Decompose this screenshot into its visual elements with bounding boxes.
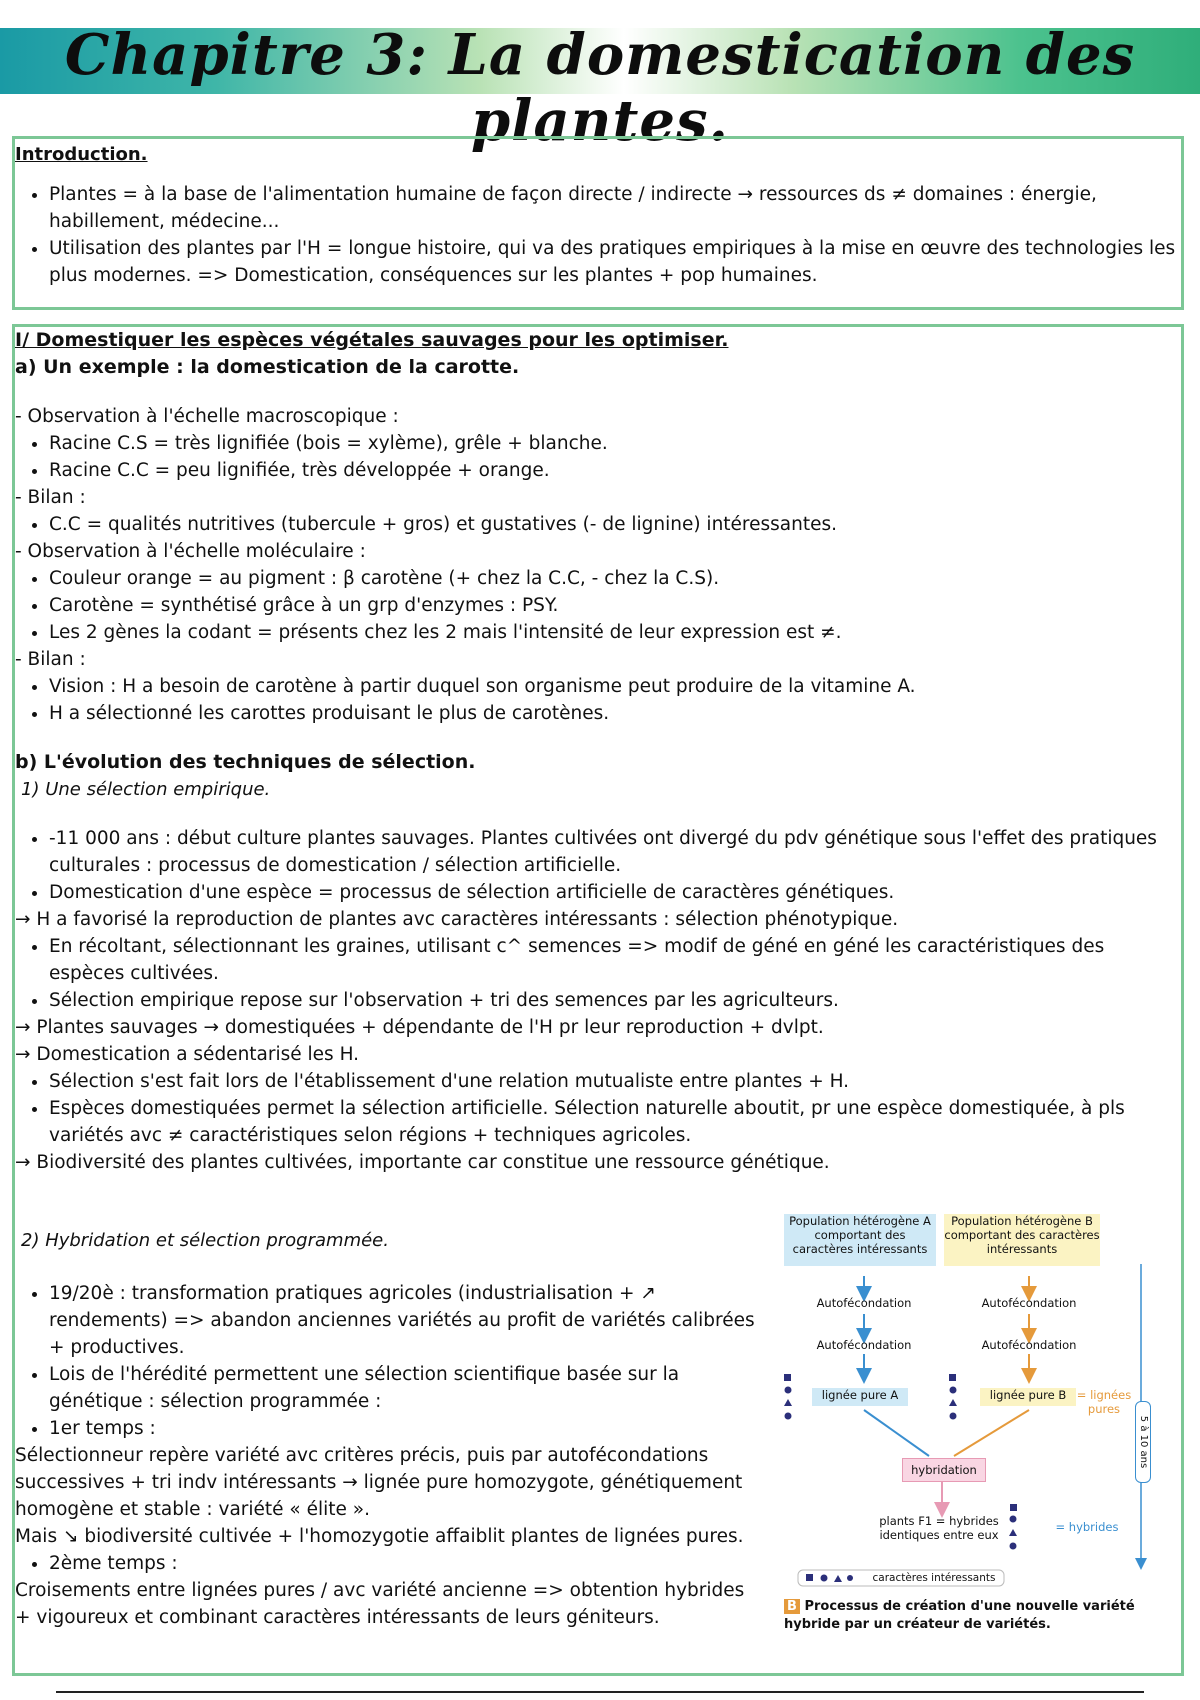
caption-text: Processus de création d'une nouvelle variété hybride par un créateur de variétés. (784, 1599, 1135, 1632)
population-b-box: Population hétérogène B comportant des caractères intéressants (944, 1214, 1100, 1266)
legend-circle (821, 1575, 828, 1582)
circle-marker (785, 1413, 792, 1420)
lignee-pure-a: lignée pure A (812, 1388, 908, 1406)
b1-list-2 (15, 933, 1175, 1014)
triangle-marker (784, 1399, 792, 1406)
autofecondation-a-2: Autofécondation (816, 1338, 912, 1352)
intro-list (15, 181, 1179, 289)
square-marker (949, 1374, 956, 1381)
bilan-list (15, 673, 1175, 727)
bottom-divider (56, 1691, 1144, 1693)
section-1a-title: a) Un exemple : la domestication de la carotte. (15, 356, 520, 378)
b2-bullet: • 19/20è : transformation pratiques agricoles (industrialisation + ↗ rendements) => abandon anciennes variétés au profit de variétés calibrées + productives. (49, 1280, 755, 1361)
obs-mol-list (15, 565, 1175, 646)
caption-letter: B (784, 1599, 800, 1614)
legend-label: caractères intéressants (872, 1572, 996, 1584)
b2-text (15, 1227, 755, 1631)
b1-arrow-line: → Biodiversité des plantes cultivées, importante car constitue une ressource génétique. (15, 1152, 830, 1173)
circle-marker (950, 1413, 957, 1420)
intro-box (12, 136, 1184, 310)
b1-list-3 (15, 1068, 1175, 1149)
obs-macro-bullet: • Racine C.C = peu lignifiée, très développée + orange. (49, 457, 1175, 484)
obs-mol-label: - Observation à l'échelle moléculaire : (15, 541, 366, 562)
b1-bullet: • Espèces domestiquées permet la sélection artificielle. Sélection naturelle aboutit, pr une espèce domestiquée, à pls variétés avc ≠ caractéristiques selon régions + techniques agricoles. (49, 1095, 1175, 1149)
circle-marker (785, 1387, 792, 1394)
autofecondation-a-1: Autofécondation (816, 1296, 912, 1310)
duration-label: 5 à 10 ans (1135, 1401, 1151, 1483)
bilan-bullet: • H a sélectionné les carottes produisant le plus de carotènes. (49, 700, 1175, 727)
obs-macro-list (15, 430, 1175, 484)
plants-f1-label: plants F1 = hybrides identiques entre eux (879, 1514, 999, 1542)
hybridation-box: hybridation (902, 1458, 986, 1482)
arrow-a-to-hyb (864, 1410, 929, 1456)
diagram-caption (784, 1598, 1144, 1634)
section-1-text (15, 327, 1175, 1176)
bilan-label: - Bilan : (15, 649, 86, 670)
b1-bullet: • Domestication d'une espèce = processus de sélection artificielle de caractères génétiques. (49, 879, 1175, 906)
hybrides-label: = hybrides (1055, 1520, 1119, 1534)
square-marker (1010, 1504, 1017, 1511)
hybrid-creation-diagram (784, 1214, 1152, 1674)
b1-arrow-line: → Plantes sauvages → domestiquées + dépendante de l'H pr leur reproduction + dvlpt. (15, 1017, 824, 1038)
section-1b2-title: 2) Hybridation et sélection programmée. (21, 1230, 389, 1251)
b1-bullet: • En récoltant, sélectionnant les graines, utilisant c^ semences => modif de géné en géné les caractéristiques des espèces cultivées. (49, 933, 1175, 987)
page-title: Chapitre 3: La domestication des plantes. (64, 22, 1136, 154)
legend-dot (847, 1575, 853, 1581)
intro-heading-text: Introduction. (15, 144, 148, 165)
b1-bullet: • Sélection s'est fait lors de l'établissement d'une relation mutualiste entre plantes + H. (49, 1068, 1175, 1095)
b1-list-1 (15, 825, 1175, 906)
lignee-pure-b: lignée pure B (980, 1388, 1076, 1406)
b2-list-2 (15, 1550, 755, 1577)
obs-mol-bullet: • Les 2 gènes la codant = présents chez les 2 mais l'intensité de leur expression est ≠. (49, 619, 1175, 646)
bilan-label: - Bilan : (15, 487, 86, 508)
b1-bullet: • -11 000 ans : début culture plantes sauvages. Plantes cultivées ont divergé du pdv génétique sous l'effet des pratiques culturales : processus de domestication / sélection artificielle. (49, 825, 1175, 879)
bilan-bullet: • Vision : H a besoin de carotène à partir duquel son organisme peut produire de la vitamine A. (49, 673, 1175, 700)
autofecondation-b-1: Autofécondation (981, 1296, 1077, 1310)
intro-bullet-1: • Plantes = à la base de l'alimentation humaine de façon directe / indirecte → ressources ds ≠ domaines : énergie, habillement, médecine... (49, 181, 1179, 235)
b1-arrow-line: → Domestication a sédentarisé les H. (15, 1044, 360, 1065)
b2-paragraph: Mais ↘ biodiversité cultivée + l'homozygotie affaiblit plantes de lignées pures. (15, 1526, 744, 1547)
b2-bullet: • 2ème temps : (49, 1550, 755, 1577)
legend-square (806, 1574, 813, 1581)
obs-macro-label: - Observation à l'échelle macroscopique : (15, 406, 399, 427)
b2-list-1 (15, 1280, 755, 1442)
intro-heading (15, 141, 148, 168)
b2-bullet: • 1er temps : (49, 1415, 755, 1442)
bilan-list (15, 511, 1175, 538)
bilan-bullet: • C.C = qualités nutritives (tubercule + gros) et gustatives (- de lignine) intéressantes. (49, 511, 1175, 538)
section-1-heading: I/ Domestiquer les espèces végétales sauvages pour les optimiser. (15, 329, 729, 351)
triangle-marker (1009, 1529, 1017, 1536)
population-a-box: Population hétérogène A comportant des caractères intéressants (784, 1214, 936, 1266)
section-1b1-title: 1) Une sélection empirique. (21, 779, 271, 800)
obs-macro-bullet: • Racine C.S = très lignifiée (bois = xylème), grêle + blanche. (49, 430, 1175, 457)
b1-bullet: • Sélection empirique repose sur l'observation + tri des semences par les agriculteurs. (49, 987, 1175, 1014)
b1-arrow-line: → H a favorisé la reproduction de plantes avc caractères intéressants : sélection phénotypique. (15, 909, 899, 930)
autofecondation-b-2: Autofécondation (981, 1338, 1077, 1352)
circle-marker (950, 1387, 957, 1394)
section-1b-title: b) L'évolution des techniques de sélection. (15, 751, 476, 773)
obs-mol-bullet: • Couleur orange = au pigment : β carotène (+ chez la C.C, - chez la C.S). (49, 565, 1175, 592)
b2-bullet: • Lois de l'hérédité permettent une sélection scientifique basée sur la génétique : sélection programmée : (49, 1361, 755, 1415)
obs-mol-bullet: • Carotène = synthétisé grâce à un grp d'enzymes : PSY. (49, 592, 1175, 619)
circle-marker (1010, 1516, 1017, 1523)
triangle-marker (949, 1399, 957, 1406)
intro-bullet-2: • Utilisation des plantes par l'H = longue histoire, qui va des pratiques empiriques à la mise en œuvre des technologies les plus modernes. => Domestication, conséquences sur les plantes + pop humaines. (49, 235, 1179, 289)
arrow-b-to-hyb (954, 1410, 1029, 1456)
lignees-pures-label: = lignées pures (1076, 1388, 1132, 1416)
circle-marker (1010, 1543, 1017, 1550)
square-marker (784, 1374, 791, 1381)
b2-paragraph: Croisements entre lignées pures / avc variété ancienne => obtention hybrides + vigoureux et combinant caractères intéressants de leurs géniteurs. (15, 1580, 745, 1628)
b2-paragraph: Sélectionneur repère variété avc critères précis, puis par autofécondations successives + tri indv intéressants → lignée pure homozygote, génétiquement homogène et stable : variété « élite ». (15, 1445, 743, 1520)
